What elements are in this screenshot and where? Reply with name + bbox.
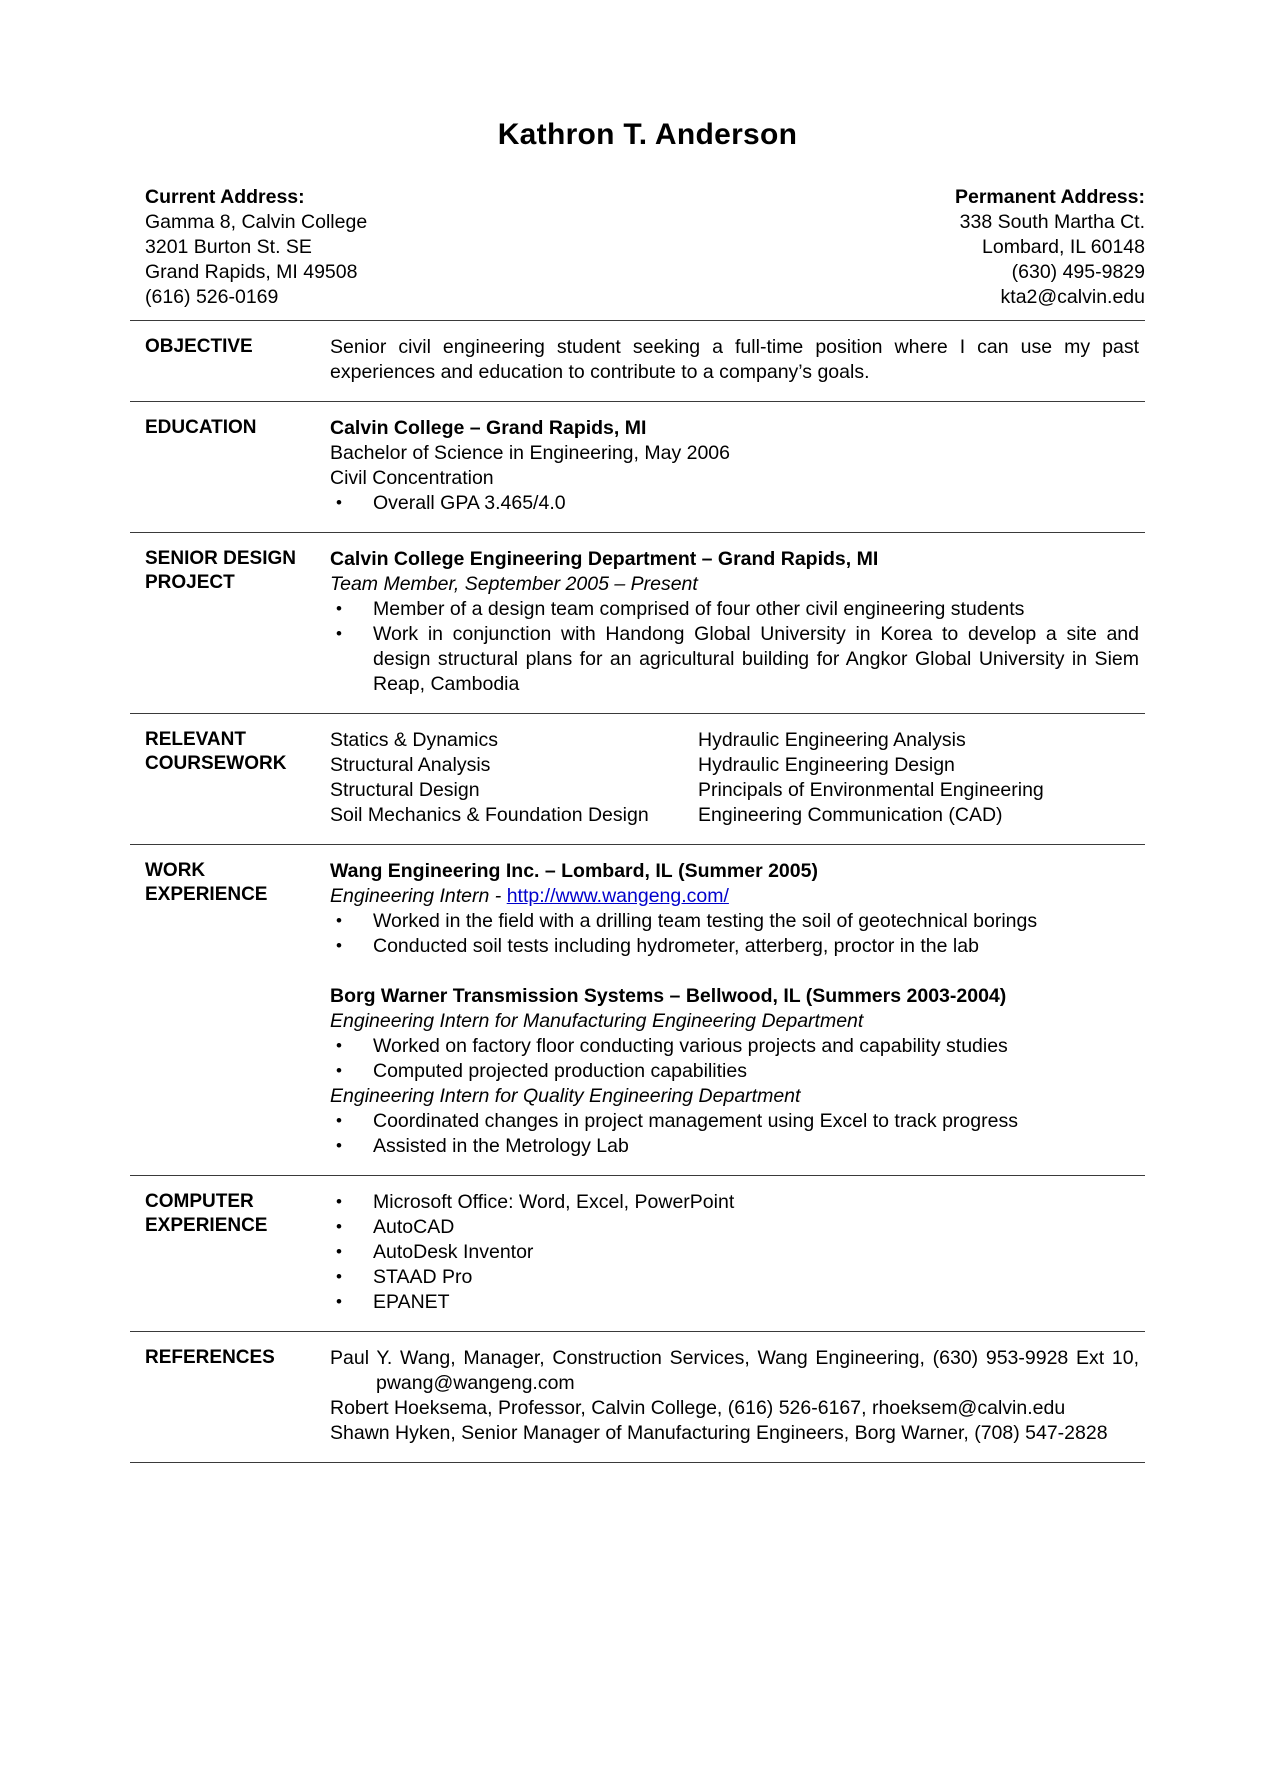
list-item: • Coordinated changes in project management using Excel to track progress <box>330 1109 1139 1134</box>
section-content-senior-design <box>330 547 1145 697</box>
list-item: • Worked in the field with a drilling team testing the soil of geotechnical borings <box>330 909 1139 934</box>
section-content-references <box>330 1346 1145 1446</box>
job-bullets <box>330 1034 1139 1084</box>
job-bullets-secondary <box>330 1109 1139 1159</box>
list-item: • Worked on factory floor conducting various projects and capability studies <box>330 1034 1139 1059</box>
section-senior-design <box>130 532 1145 713</box>
job-dates: (Summer 2005) <box>678 860 818 882</box>
education-school: Calvin College – Grand Rapids, MI <box>330 417 647 439</box>
list-item: • EPANET <box>330 1290 1139 1315</box>
permanent-address-phone: (630) 495-9829 <box>1011 261 1145 283</box>
section-education <box>130 401 1145 532</box>
permanent-address-email: kta2@calvin.edu <box>1000 286 1145 308</box>
job-role-secondary: Engineering Intern for Quality Engineering Department <box>330 1085 801 1107</box>
list-item: • Overall GPA 3.465/4.0 <box>330 491 1139 516</box>
resume-sections <box>130 320 1145 1463</box>
reference-item: Paul Y. Wang, Manager, Construction Services, Wang Engineering, (630) 953-9928 Ext 10, pwang@wangeng.com <box>330 1347 1139 1394</box>
section-label-objective: OBJECTIVE <box>145 336 253 357</box>
coursework-columns <box>330 728 1139 828</box>
permanent-address <box>955 185 1145 310</box>
current-address-phone: (616) 526-0169 <box>145 286 279 308</box>
list-item: • AutoCAD <box>330 1215 1139 1240</box>
reference-item: Shawn Hyken, Senior Manager of Manufacturing Engineers, Borg Warner, (708) 547-2828 <box>330 1422 1108 1444</box>
section-content-coursework <box>330 728 1145 828</box>
coursework-column-left <box>330 728 698 828</box>
job-entry <box>330 984 1139 1159</box>
section-content-computer-experience <box>330 1190 1145 1315</box>
current-address-line-2: 3201 Burton St. SE <box>145 236 312 258</box>
list-item: • Member of a design team comprised of four other civil engineering students <box>330 597 1139 622</box>
section-label-education: EDUCATION <box>145 417 257 438</box>
objective-text: Senior civil engineering student seeking a full-time position where I can use my past experiences and education to contribute to a company’s goals. <box>330 336 1139 383</box>
senior-design-bullets <box>330 597 1139 697</box>
computer-experience-bullets <box>330 1190 1139 1315</box>
job-dates: (Summers 2003-2004) <box>805 985 1007 1007</box>
job-website-link[interactable]: http://www.wangeng.com/ <box>506 885 729 907</box>
list-item: Principals of Environmental Engineering <box>698 779 1044 801</box>
section-label-computer-experience: COMPUTER EXPERIENCE <box>145 1191 268 1236</box>
section-objective <box>130 320 1145 401</box>
job-entry <box>330 859 1139 959</box>
section-coursework <box>130 713 1145 844</box>
list-item: • Conducted soil tests including hydrometer, atterberg, proctor in the lab <box>330 934 1139 959</box>
spacer <box>330 959 1139 984</box>
list-item: Engineering Communication (CAD) <box>698 804 1003 826</box>
job-bullets <box>330 909 1139 959</box>
list-item: Structural Analysis <box>330 754 491 776</box>
coursework-column-right <box>698 728 1139 828</box>
section-content-objective <box>330 335 1145 385</box>
job-employer: Wang Engineering Inc. – Lombard, IL <box>330 860 673 882</box>
resume-page <box>0 118 1275 1768</box>
section-references <box>130 1331 1145 1463</box>
job-role: Engineering Intern - <box>330 885 507 907</box>
permanent-address-line-2: Lombard, IL 60148 <box>982 236 1145 258</box>
list-item: Structural Design <box>330 779 480 801</box>
list-item: • Computed projected production capabilities <box>330 1059 1139 1084</box>
current-address <box>145 185 367 310</box>
list-item: • STAAD Pro <box>330 1265 1139 1290</box>
job-header <box>330 859 1139 884</box>
section-label-coursework: RELEVANT COURSEWORK <box>145 729 287 774</box>
section-work-experience <box>130 844 1145 1175</box>
education-concentration: Civil Concentration <box>330 467 494 489</box>
list-item: Statics & Dynamics <box>330 729 498 751</box>
current-address-line-1: Gamma 8, Calvin College <box>145 211 368 233</box>
section-label-senior-design-line1: SENIOR DESIGN PROJECT <box>145 548 296 593</box>
current-address-line-3: Grand Rapids, MI 49508 <box>145 261 358 283</box>
job-employer: Borg Warner Transmission Systems – Bellwood, IL <box>330 985 806 1007</box>
section-content-work-experience <box>330 859 1145 1159</box>
section-content-education <box>330 416 1145 516</box>
section-computer-experience <box>130 1175 1145 1331</box>
job-header <box>330 984 1139 1009</box>
page-title: Kathron T. Anderson <box>497 118 798 151</box>
senior-design-org: Calvin College Engineering Department – Grand Rapids, MI <box>330 548 879 570</box>
permanent-address-heading: Permanent Address: <box>954 186 1145 208</box>
job-role-line <box>330 884 1139 909</box>
job-role: Engineering Intern for Manufacturing Engineering Department <box>330 1010 864 1032</box>
list-item: • Work in conjunction with Handong Global University in Korea to develop a site and design structural plans for an agricultural building for Angkor Global University in Siem Reap, Cambodia <box>330 622 1139 697</box>
current-address-heading: Current Address: <box>145 186 305 208</box>
list-item: Hydraulic Engineering Design <box>698 754 955 776</box>
reference-item: Robert Hoeksema, Professor, Calvin College, (616) 526-6167, rhoeksem@calvin.edu <box>330 1397 1066 1419</box>
section-label-senior-design <box>130 547 330 697</box>
section-label-work-experience: WORK EXPERIENCE <box>145 860 268 905</box>
education-bullets <box>330 491 1139 516</box>
list-item: Hydraulic Engineering Analysis <box>698 729 966 751</box>
list-item: • Microsoft Office: Word, Excel, PowerPoint <box>330 1190 1139 1215</box>
section-label-references: REFERENCES <box>145 1347 275 1368</box>
list-item: • AutoDesk Inventor <box>330 1240 1139 1265</box>
list-item: Soil Mechanics & Foundation Design <box>330 804 649 826</box>
permanent-address-line-1: 338 South Martha Ct. <box>959 211 1145 233</box>
education-degree: Bachelor of Science in Engineering, May 2006 <box>330 442 730 464</box>
address-block <box>145 185 1145 310</box>
senior-design-role: Team Member, September 2005 – Present <box>330 573 698 595</box>
list-item: • Assisted in the Metrology Lab <box>330 1134 1139 1159</box>
